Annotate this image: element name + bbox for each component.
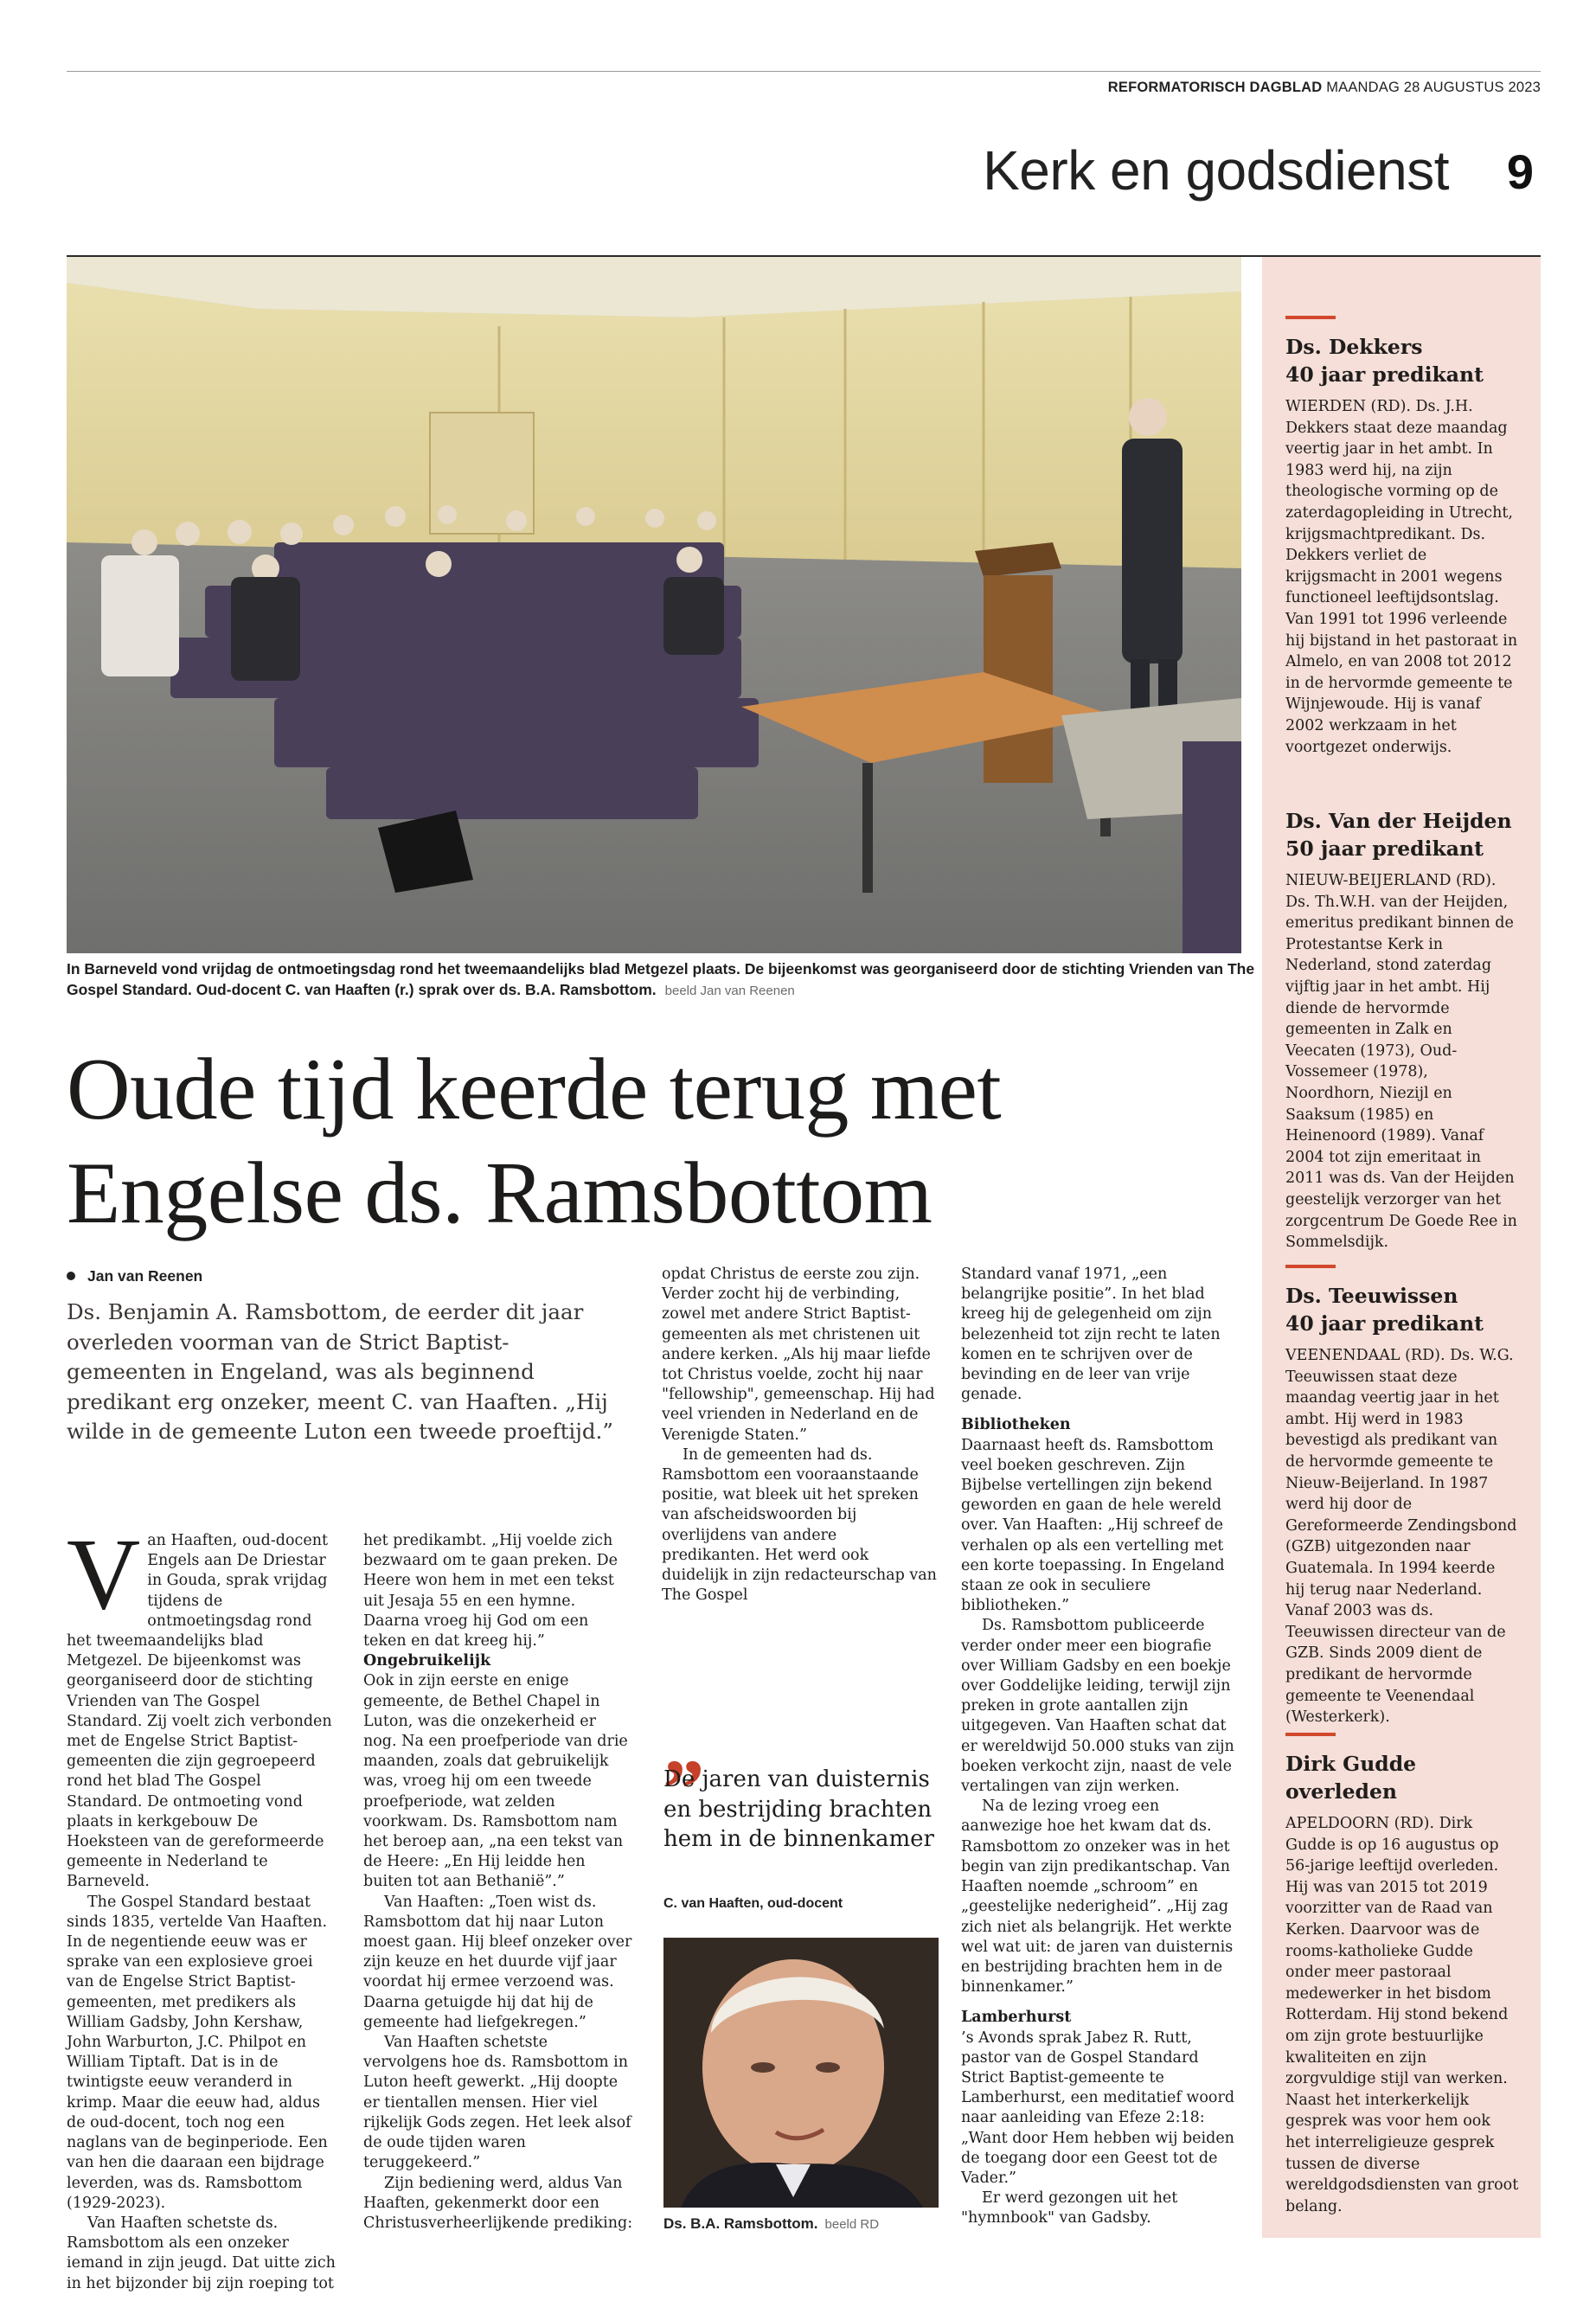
photo-caption: [67, 958, 1260, 1002]
bullet-icon: [67, 1272, 75, 1280]
sidebar-item: [1285, 1733, 1519, 2217]
subheading: Ongebruikelijk: [363, 1652, 491, 1670]
article-intro: Ds. Benjamin A. Ramsbottom, de eerder dit jaar overleden voorman van de Strict Baptist-gemeenten in Engeland, was als beginnend predikant erg onzeker, meent C. van Haaften. „Hij wilde in de gemeente Luton een tweede proeftijd.”: [67, 1299, 613, 1444]
article-headline: [67, 1038, 1217, 1246]
paragraph: Ds. Ramsbottom publiceerde verder onder meer een biografie over William Gadsby en een boekje over Goddelijke leiding, terwijl zijn preken in grote aantallen zijn uitgegeven. Van Haaften schat dat er wereldwijd 50.000 stuks van zijn boeken verkocht zijn, naast de vele vertalingen van zijn werken.: [961, 1617, 1234, 1796]
photo-caption-text: In Barneveld vond vrijdag de ontmoetingsdag rond het tweemaandelijks blad Metgezel plaats. De bijeenkomst was georganiseerd door de stichting Vrienden van The Gospel Standard. Oud-docent C. van Haaften (r.) sprak over ds. B.A. Ramsbottom.: [67, 960, 1255, 998]
paragraph: het predikambt. „Hij voelde zich bezwaard om te gaan preken. De Heere won hem in met een tekst uit Jesaja 55 en een hymne. Daarna vroeg hij God om een teken en dat kreeg hij.”: [363, 1532, 618, 1650]
paper-dateline: [1108, 80, 1541, 96]
sidebar-item-body: WIERDEN (RD). Ds. J.H. Dekkers staat deze maandag veertig jaar in het ambt. In 1983 werd hij, na zijn theologische vorming op de zaterdagopleiding in Utrecht, krijgsmachtpredikant. Ds. Dekkers verliet de krijgsmacht in 2001 wegens functioneel leeftijdsontslag. Van 1991 tot 1996 verleende hij bijstand in het pastoraat in Almelo, en van 2008 tot 2012 in de hervormde gemeente te Wijnjewoude. Hij is vanaf 2002 werkzaam in het voortgezet onderwijs.: [1285, 398, 1518, 756]
portrait-caption-text: Ds. B.A. Ramsbottom.: [663, 2215, 818, 2232]
paragraph: Van Haaften: „Toen wist ds. Ramsbottom dat hij naar Luton moest gaan. Hij bleef onzeker over zijn keuze en het duurde vijf jaar voordat hij ermee verzoend was. Daarna getuigde hij dat hij de gemeente had liefgekregen.”: [363, 1893, 632, 2031]
article-column-1: [67, 1517, 337, 2294]
paragraph: The Gospel Standard bestaat sinds 1835, vertelde Van Haaften. In de negentiende eeuw was er sprake van een explosieve groei van de Engelse Strict Baptist-gemeenten, met predikers als William Gadsby, John Kershaw, John Warburton, J.C. Philpot en William Tiptaft. Dat is in de twintigste eeuw veranderd in krimp. Maar die eeuw had, aldus de oud-docent, toch nog een naglans van de beginperiode. Een van hen die daaraan een bijdrage leverden, was ds. Ramsbottom (1929-2023).: [67, 1893, 328, 2212]
title-line-1: Dirk Gudde: [1285, 1752, 1417, 1776]
portrait-caption: [663, 2215, 879, 2233]
title-line-1: Ds. Van der Heijden: [1285, 809, 1512, 833]
subheading: Lamberhurst: [961, 2009, 1072, 2027]
accent-bar: [1285, 316, 1336, 319]
paragraph: Er werd gezongen uit het "hymnbook" van Gadsby.: [961, 2189, 1178, 2227]
byline: [67, 1267, 202, 1285]
sidebar-item: [1285, 792, 1519, 1253]
paragraph: In de gemeenten had ds. Ramsbottom een vooraanstaande positie, wat bleek uit het spreken van afscheidswoorden bij overlijdens van andere predikanten. Het werd ook duidelijk in zijn redacteurschap van The Gospel: [662, 1445, 937, 1605]
paragraph: Van Haaften schetste vervolgens hoe ds. Ramsbottom in Luton heeft gewerkt. „Hij doopte er tientallen mensen. Hier viel rijkelijk Gods zegen. Het leek alsof de oude tijden waren teruggekeerd.”: [363, 2034, 631, 2172]
article-column-3: [662, 1265, 937, 1606]
sidebar-item: [1285, 1265, 1519, 1728]
quote-mark-icon: „: [663, 1699, 705, 1791]
accent-bar: [1285, 792, 1336, 795]
sidebar-item-body: APELDOORN (RD). Dirk Gudde is op 16 augustus op 56-jarige leeftijd overleden. Hij was van 2015 tot 2019 voorzitter van de Raad van Kerken. Daarvoor was de rooms-katholieke Gudde onder meer pastoraal medewerker in het bisdom Rotterdam. Hij stond bekend om zijn grote bestuurlijke kwaliteiten en zijn zorgvuldige stijl van werken. Naast het interkerkelijk gesprek was voor hem ook het interreligieuze gesprek tussen de diverse wereldgodsdiensten van groot belang.: [1285, 1815, 1519, 2215]
pull-quote-source: C. van Haaften, oud-docent: [663, 1896, 843, 1911]
subheading: Bibliotheken: [961, 1416, 1071, 1434]
portrait-credit: beeld RD: [824, 2217, 880, 2232]
paragraph: Ook in zijn eerste en enige gemeente, de Bethel Chapel in Luton, was die onzekerheid er nog. Na een proefperiode van drie maanden, zoals dat gebruikelijk was, vroeg hij om een tweede proefperiode, wat zelden voorkwam. Ds. Ramsbottom nam het beroep aan, „na een tekst van de Heere: „En Hij leidde hen buiten tot aan Bethanië”.”: [363, 1672, 628, 1891]
sidebar-item-body: VEENENDAAL (RD). Ds. W.G. Teeuwissen staat deze maandag veertig jaar in het ambt. Hij werd in 1983 bevestigd als predikant van de hervormde gemeente te Nieuw-Beijerland. In 1987 werd hij door de Gereformeerde Zendingsbond (GZB) uitgezonden naar Guatemala. In 1994 keerde hij terug naar Nederland. Vanaf 2003 was ds. Teeuwissen directeur van de GZB. Sinds 2009 dient de predikant de hervormde gemeente te Veenendaal (Westerkerk).: [1285, 1347, 1517, 1727]
title-line-1: Ds. Teeuwissen: [1285, 1284, 1458, 1308]
sidebar-item-title: [1285, 807, 1519, 862]
dropcap: V: [67, 1517, 141, 1631]
title-line-1: Ds. Dekkers: [1285, 335, 1423, 359]
paragraph: Daarnaast heeft ds. Ramsbottom veel boeken geschreven. Zijn Bijbelse vertellingen zijn bekend geworden en gaan de hele wereld over. Van Haaften: „Hij schreef de verhalen op als een vertelling met een korte toepassing. In Engeland staan ze ook in seculiere bibliotheken.”: [961, 1436, 1225, 1615]
headline-line-1: Oude tijd keerde terug met: [67, 1041, 1002, 1138]
title-line-2: overleden: [1285, 1779, 1398, 1804]
author-name: Jan van Reenen: [87, 1267, 203, 1285]
section-title: Kerk en godsdienst: [983, 139, 1449, 202]
headline-line-2: Engelse ds. Ramsbottom: [67, 1144, 933, 1242]
portrait-photo: [663, 1938, 939, 2208]
paper-name: REFORMATORISCH DAGBLAD: [1107, 80, 1323, 95]
sidebar-item-body: NIEUW-BEIJERLAND (RD). Ds. Th.W.H. van der Heijden, emeritus predikant binnen de Protestantse Kerk in Nederland, stond zaterdag vijftig jaar in het ambt. Hij diende de hervormde gemeenten in Zalk en Veecaten (1973), Oud-Vossemeer (1978), Noordhorn, Niezijl en Saaksum (1985) en Heinenoord (1989). Vanaf 2004 tot zijn emeritaat in 2011 was ds. Van der Heijden geestelijk verzorger van het zorgcentrum De Goede Ree in Sommelsdijk.: [1285, 872, 1517, 1252]
issue-date: MAANDAG 28 AUGUSTUS 2023: [1326, 80, 1541, 95]
title-line-2: 50 jaar predikant: [1285, 836, 1484, 861]
paragraph: Standard vanaf 1971, „een belangrijke positie”. In het blad kreeg hij de gelegenheid om zijn belezenheid tot zijn recht te laten komen en te schrijven over de bevinding en de leer van vrije genade.: [961, 1266, 1221, 1404]
title-line-2: 40 jaar predikant: [1285, 1311, 1484, 1336]
sidebar-item-title: [1285, 1750, 1519, 1805]
page-number: 9: [1506, 144, 1534, 199]
header-rule: [67, 71, 1541, 72]
sidebar-item-title: [1285, 333, 1519, 388]
pull-quote: De jaren van duisternis en bestrijding brachten hem in de binnenkamer: [663, 1766, 934, 1852]
title-line-2: 40 jaar predikant: [1285, 362, 1484, 387]
article-column-4: [961, 1265, 1236, 2229]
sidebar-item: [1285, 316, 1519, 758]
photo-credit: beeld Jan van Reenen: [664, 984, 795, 998]
sidebar-item-title: [1285, 1282, 1519, 1337]
accent-bar: [1285, 1733, 1336, 1736]
paragraph: an Haaften, oud-docent Engels aan De Driestar in Gouda, sprak vrijdag tijdens de ontmoetingsdag rond het tweemaandelijks blad Metgezel. De bijeenkomst was georganiseerd door de stichting Vrienden van The Gospel Standard. Zij voelt zich verbonden met de Engelse Strict Baptist-gemeenten die zijn gegroepeerd rond het blad The Gospel Standard. De ontmoeting vond plaats in kerkgebouw De Hoeksteen van de gereformeerde gemeente in Nederland te Barneveld.: [67, 1532, 332, 1891]
paragraph: opdat Christus de eerste zou zijn. Verder zocht hij de verbinding, zowel met andere Strict Baptist-gemeenten als met christenen uit andere kerken. „Als hij maar liefde tot Christus voelde, zocht hij naar "fellowship", gemeenschap. Hij had veel vrienden in Nederland en de Verenigde Staten.”: [662, 1266, 935, 1444]
article-column-2: [363, 1531, 633, 2234]
paragraph: Van Haaften schetste ds. Ramsbottom als een onzeker iemand in zijn jeugd. Dat uitte zich in het bijzonder bij zijn roeping tot: [67, 2214, 336, 2292]
paragraph: Zijn bediening werd, aldus Van Haaften, gekenmerkt door een Christusverheerlijkende prediking:: [363, 2174, 633, 2232]
paragraph: Na de lezing vroeg een aanwezige hoe het kwam dat ds. Ramsbottom zo onzeker was in het begin van zijn predikantschap. Van Haaften noemde „schroom” en „geestelijke nederigheid”. „Hij zag zich niet als belangrijk. Het werkte wel wat uit: de jaren van duisternis en bestrijding brachten hem in de binnenkamer.”: [961, 1798, 1234, 1997]
meeting-photo: [67, 257, 1241, 953]
accent-bar: [1285, 1265, 1336, 1268]
paragraph: ’s Avonds sprak Jabez R. Rutt, pastor van de Gospel Standard Strict Baptist-gemeente te Lamberhurst, een meditatief woord naar aanleiding van Efeze 2:18: „Want door Hem hebben wij beiden de toegang door een Geest tot de Vader.”: [961, 2029, 1235, 2187]
